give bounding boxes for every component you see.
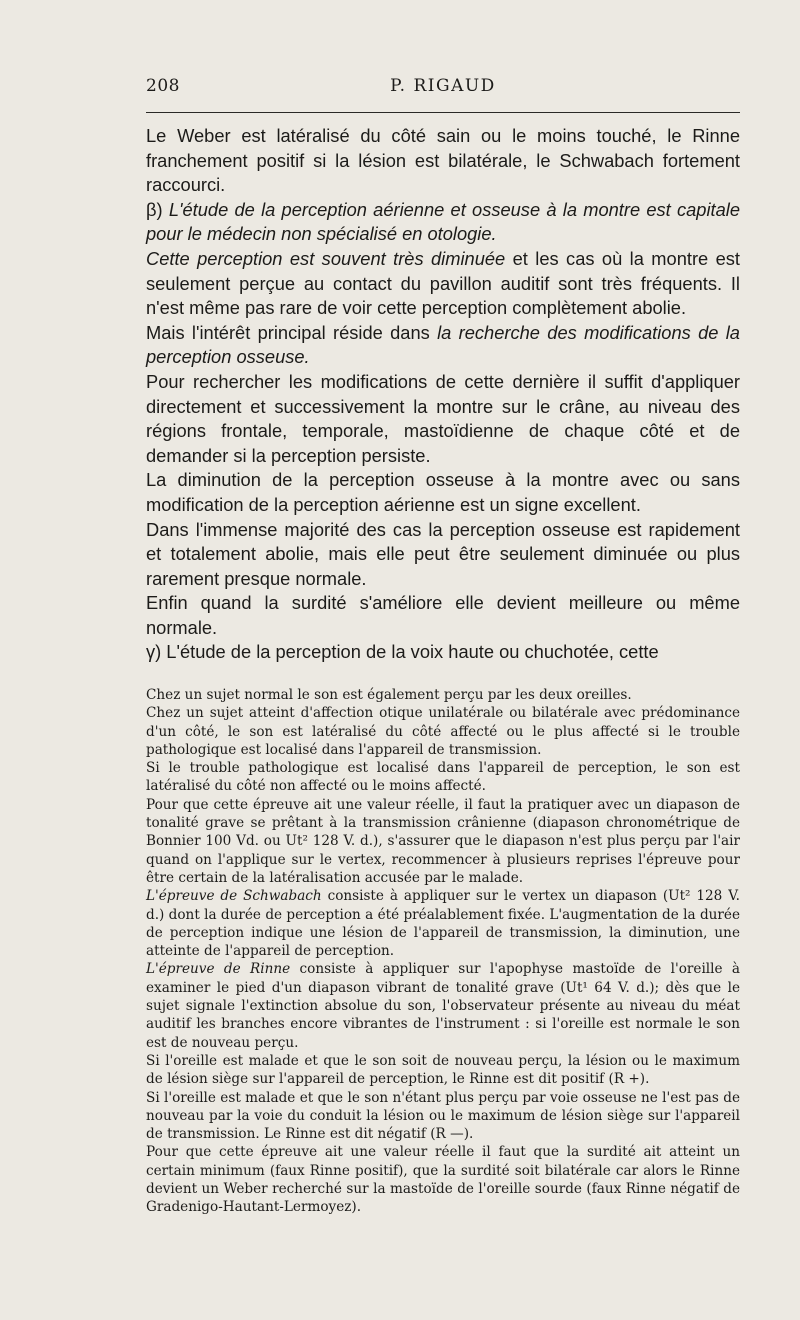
note-diapason: Pour que cette épreuve ait une valeur réelle, il faut la pratiquer avec un diapason de tonalité grave se prêtant à la transmission crânienne (diapason chronométrique de Bonnier 100 Vd. ou Ut² 128 V. d.), s'assurer que le diapason n'est plus perçu par l'air quand on l'applique sur le vertex, recommencer à plusieurs reprises l'épreuve pour être certain de la latéralisation accusée par le malade. xyxy=(146,796,740,886)
beta-heading: L'étude de la perception aérienne et osseuse à la montre est capitale pour le médecin non spécialisé en otologie. xyxy=(146,198,740,245)
paragraph-perception-diminished: Cette perception est souvent très diminuée et les cas où la montre est seulement perçue au contact du pavillon auditif sont très fréquents. Il n'est même pas rare de voir cette perception complètement abolie. xyxy=(146,247,740,319)
note-perception: Si le trouble pathologique est localisé dans l'appareil de perception, le son est latéralisé du côté non affecté ou le moins affecté. xyxy=(146,760,740,795)
paragraph-gamma: γ) L'étude de la perception de la voix haute ou chuchotée, cette xyxy=(146,641,659,663)
note-schwabach: L'épreuve de Schwabach consiste à appliquer sur le vertex un diapason (Ut² 128 V. d.) dont la durée de perception a été préalablement fixée. L'augmentation de la durée de perception indique une lésion de l'appareil de transmission, la diminution, une atteinte de l'appareil de perception. xyxy=(146,888,740,960)
note-rinne-positive: Si l'oreille est malade et que le son soit de nouveau perçu, la lésion ou le maximum de lésion siège sur l'appareil de perception, le Rinne est dit positif (R +). xyxy=(146,1052,740,1088)
paragraph-majority: Dans l'immense majorité des cas la perception osseuse est rapidement et totalement abolie, mais elle peut être seulement diminuée ou plus rarement presque normale. xyxy=(146,518,740,589)
note-unilateral: Chez un sujet atteint d'affection otique unilatérale ou bilatérale avec prédominance d'un côté, le son est latéralisé du côté affecté ou le plus affecté si le trouble pathologique est localisé dans l'appareil de transmission. xyxy=(146,705,740,758)
paragraph-sign: La diminution de la perception osseuse à la montre avec ou sans modification de la perception aérienne est un signe excellent. xyxy=(146,469,740,515)
note-rinne-negative: Si l'oreille est malade et que le son n'étant plus perçu par voie osseuse ne l'est pas de nouveau par la voie du conduit la lésion ou le maximum de lésion siège sur l'appareil de transmission. Le Rinne est dit négatif (R —). xyxy=(146,1089,740,1143)
page-number: 208 xyxy=(146,76,180,96)
note-rinne: L'épreuve de Rinne consiste à appliquer sur l'apophyse mastoïde de l'oreille à examiner le pied d'un diapason vibrant de tonalité grave (Ut¹ 64 V. d.); dès que le sujet signale l'extinction absolue du son, l'observateur présente au niveau du méat auditif les branches encore vibrantes de l'instrument : si l'oreille est normale le son est de nouveau perçu. xyxy=(146,961,740,1051)
header-rule xyxy=(146,112,740,113)
paragraph-improvement: Enfin quand la surdité s'améliore elle devient meilleure ou même normale. xyxy=(146,592,740,638)
note-false-rinne: Pour que cette épreuve ait une valeur réelle il faut que la surdité ait atteint un certain minimum (faux Rinne positif), que la surdité soit bilatérale car alors le Rinne devient un Weber recherché sur la mastoïde de l'oreille sourde (faux Rinne négatif de Gradenigo-Hautant-Lermoyez). xyxy=(146,1144,740,1216)
paragraph-beta xyxy=(146,198,740,247)
main-text xyxy=(146,124,740,665)
running-head: P. RIGAUD xyxy=(390,76,496,96)
note-normal: Chez un sujet normal le son est également perçu par les deux oreilles. xyxy=(146,687,632,703)
paragraph-weber: Le Weber est latéralisé du côté sain ou le moins touché, le Rinne franchement positif si la lésion est bilatérale, le Schwabach fortement raccourci. xyxy=(146,125,740,196)
footnotes xyxy=(146,686,740,1217)
page-header xyxy=(146,76,740,102)
paragraph-main-interest: Mais l'intérêt principal réside dans la recherche des modifications de la perception osseuse. xyxy=(146,321,740,368)
paragraph-method: Pour rechercher les modifications de cette dernière il suffit d'appliquer directement et successivement la montre sur le crâne, au niveau des régions frontale, temporale, mastoïdienne de chaque côté et de demander si la perception persiste. xyxy=(146,370,740,466)
section-marker-beta: β) xyxy=(146,198,163,220)
